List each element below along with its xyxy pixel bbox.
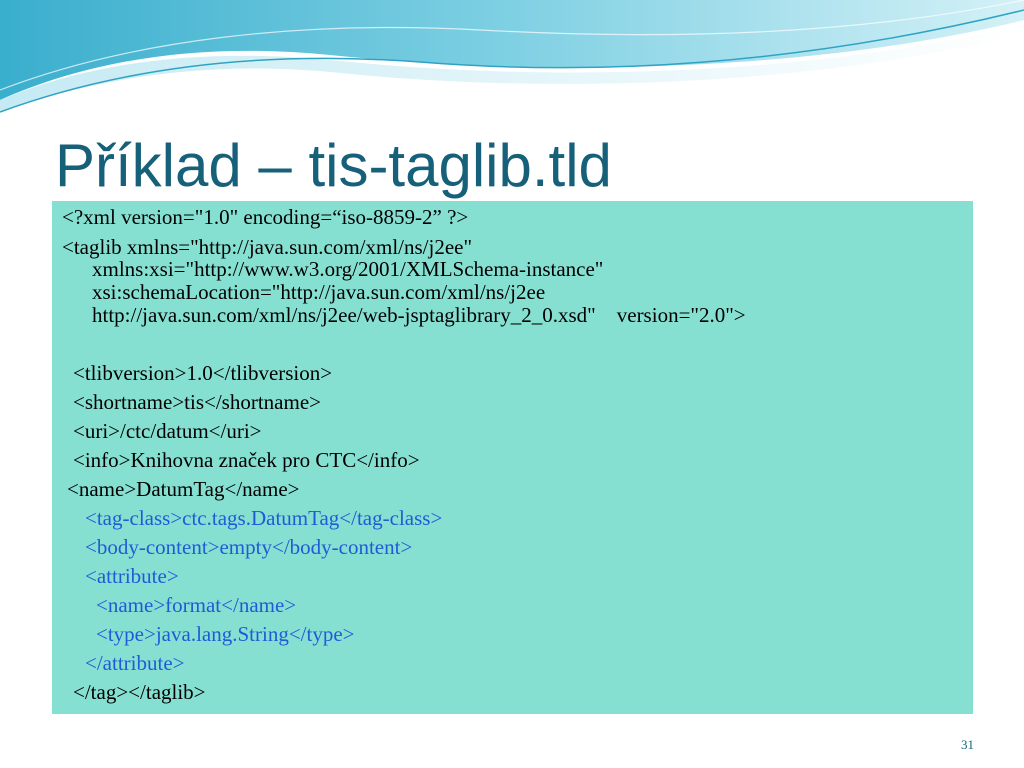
- code-line: <?xml version="1.0" encoding=“iso-8859-2” ?>: [62, 205, 469, 229]
- code-line: xmlns:xsi="http://www.w3.org/2001/XMLSchema-instance": [92, 257, 604, 281]
- code-listing: [52, 201, 973, 714]
- slide-number: 31: [961, 737, 974, 752]
- code-line-highlighted: </attribute>: [85, 651, 185, 675]
- code-line-highlighted: <body-content>empty</body-content>: [85, 535, 413, 559]
- code-line: <uri>/ctc/datum</uri>: [73, 419, 262, 443]
- code-line-highlighted: <attribute>: [85, 564, 179, 588]
- code-line: <shortname>tis</shortname>: [73, 390, 322, 414]
- code-line: <name>DatumTag</name>: [67, 477, 300, 501]
- code-line-highlighted: <type>java.lang.String</type>: [96, 622, 355, 646]
- code-line: <info>Knihovna značek pro CTC</info>: [73, 448, 420, 472]
- code-line-highlighted: <name>format</name>: [96, 593, 297, 617]
- code-line: <tlibversion>1.0</tlibversion>: [73, 361, 333, 385]
- code-line: xsi:schemaLocation="http://java.sun.com/xml/ns/j2ee: [92, 280, 546, 304]
- header-wave-decoration: [0, 0, 1024, 120]
- code-line: http://java.sun.com/xml/ns/j2ee/web-jsptaglibrary_2_0.xsd" version="2.0">: [92, 303, 746, 327]
- code-line: </tag></taglib>: [73, 680, 206, 704]
- code-line-highlighted: <tag-class>ctc.tags.DatumTag</tag-class>: [85, 506, 443, 530]
- code-line: <taglib xmlns="http://java.sun.com/xml/ns/j2ee": [62, 235, 473, 259]
- slide-title: Příklad – tis-taglib.tld: [55, 132, 612, 199]
